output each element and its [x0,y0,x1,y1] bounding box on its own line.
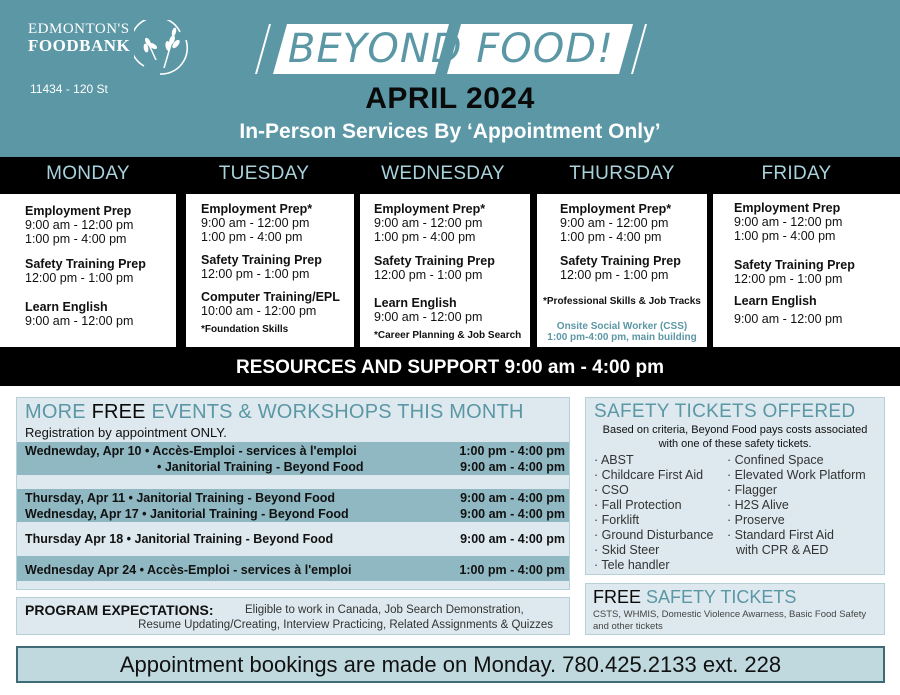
expectations-line1: Eligible to work in Canada, Job Search Demonstration, [245,604,524,616]
ticket-item: · Ground Disturbance [594,528,714,542]
item-title: Learn English [734,294,817,308]
day-name: MONDAY [46,163,130,184]
header [0,0,900,157]
day-name: WEDNESDAY [381,163,505,184]
events-title [25,401,524,424]
schedule-item [201,290,354,318]
schedule-item [560,254,707,282]
event-time: 9:00 am - 4:00 pm [460,460,565,474]
item-time: 12:00 pm - 1:00 pm [25,271,134,285]
day-wednesday [360,157,530,350]
expectations-line2: Resume Updating/Creating, Interview Practicing, Related Assignments & Quizzes [138,619,553,631]
program-expectations [16,597,570,635]
schedule-item [25,257,176,285]
item-title: Safety Training Prep [374,254,495,268]
event-row [25,532,565,546]
event-label: Wednesday Apr 24 • Accès-Emploi - services à l'emploi [25,563,352,577]
free-safety-title-free: FREE [593,587,642,607]
beyond-food-logo [255,24,647,74]
schedule-item [201,253,354,281]
item-time: 12:00 pm - 1:00 pm [560,268,669,282]
event-label: • Janitorial Training - Beyond Food [157,460,364,474]
schedule-item [25,300,176,328]
event-label: Thursday, Apr 11 • Janitorial Training - Beyond Food [25,491,335,505]
item-time: 1:00 pm - 4:00 pm [201,230,303,244]
event-time: 1:00 pm - 4:00 pm [459,444,565,458]
events-panel [16,397,570,590]
social-worker-line2: 1:00 pm-4:00 pm, main building [547,332,697,343]
item-title: Employment Prep* [201,202,313,216]
item-time: 10:00 am - 12:00 pm [201,304,317,318]
event-label: Wednesday, Apr 17 • Janitorial Training - Beyond Food [25,507,349,521]
item-time: 9:00 am - 12:00 pm [25,218,134,232]
logo-line1: EDMONTON'S [28,21,130,37]
item-title: Learn English [374,296,457,310]
day-friday [713,157,900,350]
weekly-schedule [0,157,900,350]
day-thursday [537,157,707,350]
item-title: Safety Training Prep [201,253,322,267]
foodbank-logo [28,22,130,54]
item-time: 9:00 am - 12:00 pm [374,310,483,324]
free-safety-tickets-panel [585,583,885,635]
event-time: 9:00 am - 4:00 pm [460,532,565,546]
schedule-item [734,201,900,243]
social-worker-note [537,321,707,343]
item-title: Employment Prep* [374,202,486,216]
item-time: 12:00 pm - 1:00 pm [734,272,843,286]
schedule-item [374,202,530,244]
events-title-free: FREE [91,401,146,423]
day-box [186,194,354,347]
item-title: Learn English [25,300,108,314]
day-monday [0,157,176,350]
ticket-item: · Proserve [727,513,785,527]
free-safety-description: CSTS, WHMIS, Domestic Violence Awarness, Basic Food Safety and other tickets [593,609,867,632]
ticket-item: with CPR & AED [736,543,829,557]
expectations-label: PROGRAM EXPECTATIONS: [25,602,214,618]
events-subtitle: Registration by appointment ONLY. [25,425,227,440]
ticket-item: · Flagger [727,483,778,497]
event-time: 1:00 pm - 4:00 pm [459,563,565,577]
schedule-item [374,254,530,282]
event-row [25,444,565,458]
item-time: 9:00 am - 12:00 pm [374,216,483,230]
events-title-pre: MORE [25,401,92,423]
day-box [537,194,707,347]
item-time: 1:00 pm - 4:00 pm [560,230,662,244]
schedule-item [734,294,900,326]
ticket-item: · Childcare First Aid [594,468,704,482]
ticket-item: · Forklift [594,513,640,527]
ticket-item: · Confined Space [727,453,824,467]
events-title-post: EVENTS & WORKSHOPS THIS MONTH [145,401,524,423]
social-worker-line1: Onsite Social Worker (CSS) [556,321,688,332]
ticket-item: · ABST [594,453,634,467]
day-name: TUESDAY [218,163,310,184]
schedule-item [25,204,176,246]
schedule-item [560,202,707,244]
ticket-item: · Skid Steer [594,543,660,557]
event-row [25,563,565,577]
safety-desc-line2: with one of these safety tickets. [658,438,812,450]
day-note: *Foundation Skills [201,324,289,335]
event-time: 9:00 am - 4:00 pm [460,507,565,521]
day-box [360,194,530,347]
item-title: Employment Prep* [560,202,672,216]
item-title: Safety Training Prep [25,257,146,271]
day-name: THURSDAY [569,163,675,184]
safety-title: SAFETY TICKETS OFFERED [594,401,856,422]
item-time: 9:00 am - 12:00 pm [734,312,843,326]
item-title: Employment Prep [25,204,132,218]
schedule-item [201,202,354,244]
event-label: Thursday Apr 18 • Janitorial Training - Beyond Food [25,532,334,546]
brand-title: BEYOND FOOD! [287,26,615,72]
safety-desc-line1: Based on criteria, Beyond Food pays costs associated [602,424,868,436]
event-time: 9:00 am - 4:00 pm [460,491,565,505]
item-title: Safety Training Prep [560,254,681,268]
resources-banner: RESOURCES AND SUPPORT 9:00 am - 4:00 pm [0,350,900,386]
item-time: 9:00 am - 12:00 pm [201,216,310,230]
day-box [0,194,176,347]
item-time: 1:00 pm - 4:00 pm [734,229,836,243]
item-time: 1:00 pm - 4:00 pm [25,232,127,246]
event-label: Wednewday, Apr 10 • Accès-Emploi - services à l'emploi [25,444,357,458]
schedule-item [734,258,900,286]
item-time: 9:00 am - 12:00 pm [25,314,134,328]
event-row [25,491,565,505]
item-title: Safety Training Prep [734,258,855,272]
day-note: *Professional Skills & Job Tracks [543,296,701,307]
day-tuesday [186,157,354,350]
item-time: 9:00 am - 12:00 pm [734,215,843,229]
safety-tickets-panel [585,397,885,575]
event-row [25,507,565,521]
item-title: Computer Training/EPL [201,290,340,304]
ticket-item: · Standard First Aid [727,528,834,542]
month-title: APRIL 2024 [365,82,535,115]
ticket-item: · H2S Alive [727,498,789,512]
item-title: Employment Prep [734,201,841,215]
wheat-icon [134,20,192,78]
item-time: 12:00 pm - 1:00 pm [374,268,483,282]
ticket-item: · CSO [594,483,629,497]
day-box [713,194,900,347]
free-safety-title [593,587,796,608]
free-safety-title-rest: SAFETY TICKETS [641,587,797,607]
subtitle: In-Person Services By ‘Appointment Only’ [239,120,661,143]
event-row [25,460,565,474]
ticket-item: · Elevated Work Platform [727,468,866,482]
address: 11434 - 120 St [30,82,108,96]
logo-line2: FOODBANK [28,36,131,55]
safety-list-col1 [594,453,714,573]
safety-list-col2 [727,453,866,558]
safety-description [586,423,884,451]
ticket-item: · Fall Protection [594,498,682,512]
item-time: 1:00 pm - 4:00 pm [374,230,476,244]
ticket-item: · Tele handler [594,558,670,572]
day-name: FRIDAY [761,163,832,184]
schedule-item [374,296,530,324]
item-time: 9:00 am - 12:00 pm [560,216,669,230]
day-note: *Career Planning & Job Search [374,330,522,341]
item-time: 12:00 pm - 1:00 pm [201,267,310,281]
booking-banner: Appointment bookings are made on Monday. 780.425.2133 ext. 228 [16,646,885,683]
